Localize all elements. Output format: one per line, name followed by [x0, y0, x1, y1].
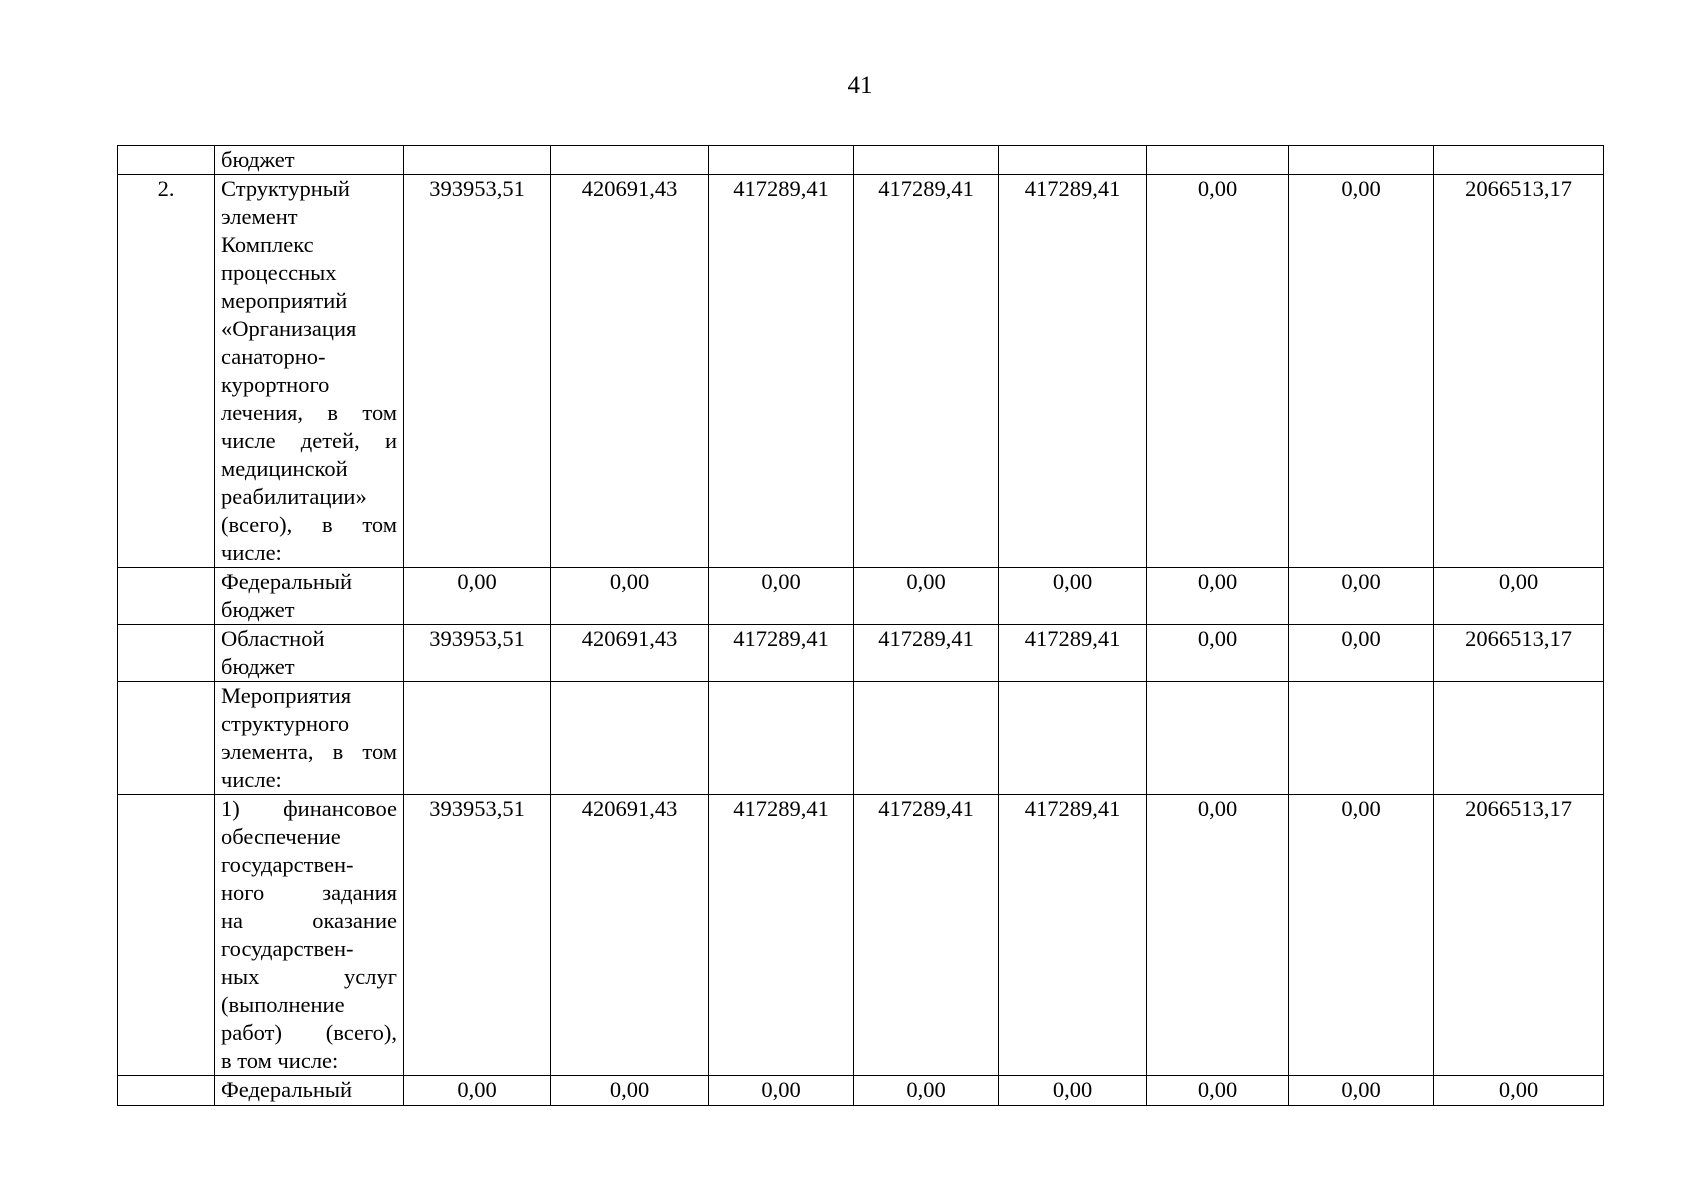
value-cell: 0,00 [1289, 795, 1434, 1076]
value-cell: 0,00 [1147, 175, 1289, 568]
row-label-line: курортного [221, 372, 330, 397]
row-index-cell: 2. [118, 175, 215, 568]
row-label-cell [215, 625, 404, 682]
value-cell: 0,00 [854, 568, 999, 625]
value-cell: 393953,51 [404, 175, 551, 568]
row-label-line: Федеральный [221, 1077, 353, 1102]
value-cell [854, 682, 999, 795]
value-cell [551, 146, 709, 175]
row-label-line: структурного [221, 711, 350, 736]
row-label-cell [215, 795, 404, 1076]
table-row [118, 175, 1604, 568]
value-cell: 417289,41 [709, 175, 854, 568]
row-label-line: элемент [221, 204, 298, 229]
row-label-line: числе детей, и [221, 428, 397, 453]
row-label-line: числе: [221, 540, 282, 565]
value-cell: 2066513,17 [1434, 625, 1604, 682]
value-cell [1147, 682, 1289, 795]
row-label-line: работ) (всего), [221, 1020, 397, 1045]
row-label-line: бюджет [221, 654, 295, 679]
row-label-line: государствен- [221, 852, 354, 877]
row-label-cell [215, 682, 404, 795]
row-index-cell [118, 1076, 215, 1106]
value-cell: 0,00 [999, 1076, 1147, 1106]
row-label-line: Комплекс [221, 232, 314, 257]
value-cell: 417289,41 [999, 795, 1147, 1076]
value-cell: 0,00 [551, 1076, 709, 1106]
value-cell [1289, 682, 1434, 795]
row-label-line: реабилитации» [221, 484, 367, 509]
value-cell: 417289,41 [999, 625, 1147, 682]
row-label-line: государствен- [221, 936, 354, 961]
value-cell [404, 146, 551, 175]
value-cell: 420691,43 [551, 795, 709, 1076]
row-label-line: Структурный [221, 176, 350, 201]
table-row [118, 625, 1604, 682]
row-label-line: бюджет [221, 597, 295, 622]
value-cell [1289, 146, 1434, 175]
value-cell [709, 682, 854, 795]
value-cell: 0,00 [1289, 1076, 1434, 1106]
row-label-line: элемента, в том [221, 739, 397, 764]
value-cell: 420691,43 [551, 175, 709, 568]
table-row [118, 682, 1604, 795]
value-cell: 0,00 [1434, 568, 1604, 625]
table-row [118, 795, 1604, 1076]
row-label-cell [215, 1076, 404, 1106]
row-label-line: числе: [221, 767, 282, 792]
row-label-cell [215, 175, 404, 568]
value-cell [1147, 146, 1289, 175]
row-label-line: лечения, в том [221, 400, 397, 425]
budget-table [117, 145, 1604, 1106]
row-index-cell [118, 795, 215, 1076]
value-cell: 0,00 [1147, 625, 1289, 682]
row-index-cell [118, 146, 215, 175]
value-cell: 0,00 [551, 568, 709, 625]
value-cell [404, 682, 551, 795]
row-label-line: в том числе: [221, 1048, 339, 1073]
value-cell: 420691,43 [551, 625, 709, 682]
value-cell: 0,00 [709, 1076, 854, 1106]
table-row [118, 146, 1604, 175]
value-cell: 393953,51 [404, 795, 551, 1076]
value-cell [999, 146, 1147, 175]
value-cell: 0,00 [709, 568, 854, 625]
value-cell: 0,00 [404, 1076, 551, 1106]
row-label-line: на оказание [221, 908, 397, 933]
page-number: 41 [847, 72, 873, 99]
value-cell: 417289,41 [999, 175, 1147, 568]
value-cell [999, 682, 1147, 795]
value-cell [709, 146, 854, 175]
row-label-line: Мероприятия [221, 683, 352, 708]
value-cell: 0,00 [1147, 795, 1289, 1076]
row-label-line: 1) финансовое [221, 796, 397, 821]
value-cell: 0,00 [854, 1076, 999, 1106]
row-label-line: бюджет [221, 147, 295, 172]
row-index-cell [118, 625, 215, 682]
table-row [118, 1076, 1604, 1106]
value-cell: 0,00 [1289, 625, 1434, 682]
value-cell: 0,00 [1434, 1076, 1604, 1106]
row-label-line: Областной [221, 626, 325, 651]
value-cell: 417289,41 [854, 795, 999, 1076]
row-label-cell [215, 568, 404, 625]
row-index-cell [118, 568, 215, 625]
value-cell: 393953,51 [404, 625, 551, 682]
row-label-cell [215, 146, 404, 175]
value-cell: 2066513,17 [1434, 175, 1604, 568]
value-cell: 0,00 [1147, 568, 1289, 625]
row-label-line: санаторно- [221, 344, 326, 369]
value-cell: 0,00 [1289, 175, 1434, 568]
value-cell: 417289,41 [854, 175, 999, 568]
row-label-line: «Организация [221, 316, 357, 341]
value-cell [1434, 682, 1604, 795]
value-cell: 0,00 [404, 568, 551, 625]
value-cell [551, 682, 709, 795]
value-cell: 417289,41 [709, 625, 854, 682]
value-cell: 2066513,17 [1434, 795, 1604, 1076]
row-index-cell [118, 682, 215, 795]
table-body [118, 146, 1604, 1106]
row-label-line: медицинской [221, 456, 348, 481]
value-cell: 0,00 [999, 568, 1147, 625]
row-label-line: (выполнение [221, 992, 345, 1017]
value-cell [854, 146, 999, 175]
table-row [118, 568, 1604, 625]
value-cell: 0,00 [1147, 1076, 1289, 1106]
row-label-line: обеспечение [221, 824, 341, 849]
row-label-line: ного задания [221, 880, 397, 905]
row-label-line: мероприятий [221, 288, 348, 313]
value-cell [1434, 146, 1604, 175]
row-label-line: (всего), в том [221, 512, 397, 537]
row-label-line: Федеральный [221, 569, 353, 594]
row-label-line: ных услуг [221, 964, 397, 989]
value-cell: 417289,41 [709, 795, 854, 1076]
row-label-line: процессных [221, 260, 337, 285]
value-cell: 417289,41 [854, 625, 999, 682]
value-cell: 0,00 [1289, 568, 1434, 625]
